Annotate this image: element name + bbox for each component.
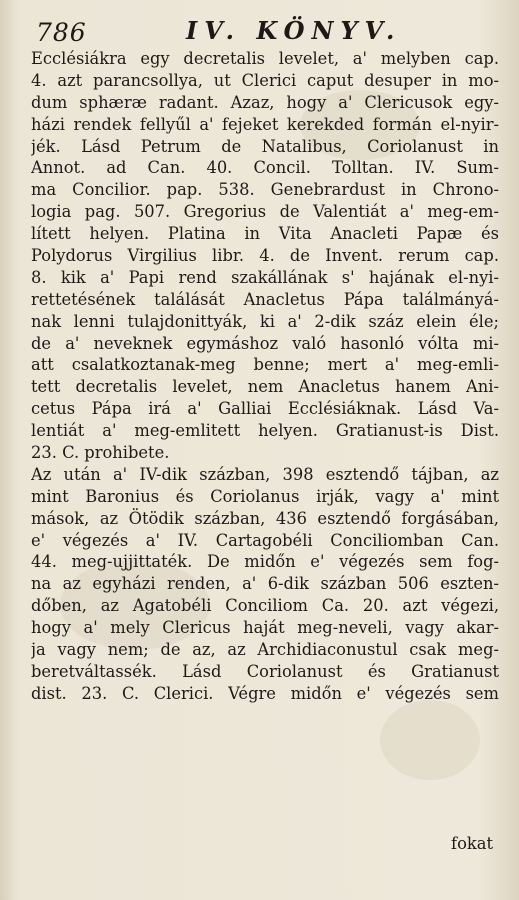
text-line: jék. Lásd Petrum de Natalibus, Coriolanust in xyxy=(31,136,499,156)
paper-stain xyxy=(380,700,480,780)
text-line: de a' neveknek egymáshoz való hasonló vólta mi- xyxy=(31,333,499,353)
text-line: att csalatkoztanak-meg benne; mert a' meg-emli- xyxy=(31,355,499,375)
text-line: na az egyházi renden, a' 6-dik százban 506 eszten- xyxy=(31,574,499,594)
text-line: e' végezés a' IV. Cartagobéli Conciliomban Can. xyxy=(31,530,499,550)
text-line: tett decretalis levelet, nem Anacletus hanem Ani- xyxy=(31,377,499,397)
text-line: ja vagy nem; de az, az Archidiaconustul csak meg- xyxy=(31,640,499,660)
text-line: Ecclésiákra egy decretalis levelet, a' melyben cap. xyxy=(31,49,499,68)
text-line: dist. 23. C. Clerici. Végre midőn e' végezés sem xyxy=(31,683,499,703)
text-line: lített helyen. Platina in Vita Anacleti Papæ és xyxy=(31,224,499,244)
catchword: fokat xyxy=(451,834,493,853)
text-line: mások, az Ötödik százban, 436 esztendő forgásában, xyxy=(31,508,499,528)
text-line: rettetésének találását Anacletus Pápa találmányá- xyxy=(31,289,499,309)
text-line: házi rendek fellyűl a' fejeket kerekded formán el-nyir- xyxy=(31,114,499,134)
text-line: hogy a' mely Clericus haját meg-neveli, vagy akar- xyxy=(31,618,499,638)
text-line: lentiát a' meg-emlitett helyen. Gratianust-is Dist. xyxy=(31,421,499,441)
text-line: dum sphæræ radant. Azaz, hogy a' Clericusok egy- xyxy=(31,92,499,112)
running-title: IV. KÖNYV. xyxy=(186,16,402,45)
page-header xyxy=(28,16,498,48)
text-line: Polydorus Virgilius libr. 4. de Invent. rerum cap. xyxy=(31,246,499,266)
text-line: ma Concilior. pap. 538. Genebrardust in Chrono- xyxy=(31,180,499,200)
text-line: beretváltassék. Lásd Coriolanust és Gratianust xyxy=(31,661,499,681)
text-line: Annot. ad Can. 40. Concil. Tolltan. IV. Sum- xyxy=(31,158,499,178)
text-line: nak lenni tulajdonittyák, ki a' 2-dik száz elein éle; xyxy=(31,311,499,331)
text-line: 23. C. prohibete. xyxy=(31,443,170,463)
text-line: 8. kik a' Papi rend szakállának s' hajának el-nyi- xyxy=(31,267,499,287)
text-line: dőben, az Agatobéli Conciliom Ca. 20. azt végezi, xyxy=(31,596,499,616)
text-line: Az után a' IV-dik százban, 398 esztendő tájban, az xyxy=(31,464,499,484)
text-line: mint Baronius és Coriolanus irják, vagy a' mint xyxy=(31,486,499,506)
text-line: 44. meg-ujjittaték. De midőn e' végezés sem fog- xyxy=(31,552,499,572)
text-line: cetus Pápa irá a' Galliai Ecclésiáknak. Lásd Va- xyxy=(31,399,499,419)
text-line: logia pag. 507. Gregorius de Valentiát a' meg-em- xyxy=(31,202,499,222)
text-line: 4. azt parancsollya, ut Clerici caput desuper in mo- xyxy=(31,70,499,90)
body-text xyxy=(31,48,499,705)
page-number: 786 xyxy=(36,18,87,47)
